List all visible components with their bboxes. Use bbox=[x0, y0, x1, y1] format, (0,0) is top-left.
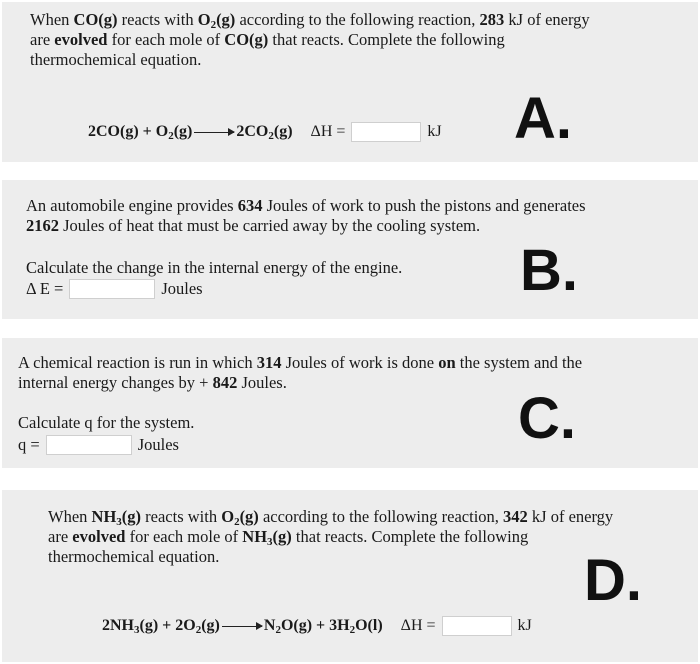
reaction-arrow-icon bbox=[222, 626, 262, 627]
subscript: 2 bbox=[195, 624, 202, 636]
text: are bbox=[30, 30, 55, 49]
unit-label: Joules bbox=[161, 279, 203, 298]
text: reacts with bbox=[141, 507, 222, 526]
text: (g) + 2O bbox=[139, 617, 196, 634]
work-value: 634 bbox=[237, 196, 263, 215]
text: according to the following reaction, bbox=[258, 507, 504, 526]
question-d-line-2 bbox=[48, 527, 688, 547]
text: kJ of energy bbox=[527, 507, 614, 526]
subscript: 2 bbox=[210, 19, 217, 31]
question-c-answer-row bbox=[18, 435, 179, 455]
text: O bbox=[197, 10, 211, 29]
q-label: q = bbox=[18, 435, 40, 454]
text: the system and the bbox=[455, 353, 583, 372]
text: according to the following reaction, bbox=[235, 10, 480, 29]
text: (g) bbox=[272, 527, 292, 546]
question-a-line-1 bbox=[30, 10, 690, 30]
question-a-equation bbox=[88, 122, 442, 142]
subscript: 3 bbox=[267, 536, 273, 548]
question-c-text bbox=[18, 353, 694, 393]
text: CO(g) bbox=[73, 10, 118, 29]
text: that reacts. Complete the following bbox=[268, 30, 505, 49]
energy-value: 842 bbox=[212, 373, 238, 392]
letter-a: A. bbox=[514, 86, 572, 151]
question-c-prompt: Calculate q for the system. bbox=[18, 413, 195, 432]
work-value: 314 bbox=[256, 353, 282, 372]
delta-h-label: ΔH = bbox=[400, 617, 436, 634]
text: When bbox=[30, 10, 74, 29]
text: CO(g) bbox=[224, 30, 269, 49]
question-b-line-1 bbox=[26, 196, 694, 216]
subscript: 2 bbox=[268, 130, 274, 142]
question-a-line-3: thermochemical equation. bbox=[30, 50, 202, 69]
text: NH bbox=[91, 507, 117, 526]
question-a-line-2 bbox=[30, 30, 690, 50]
unit-label: Joules bbox=[137, 435, 179, 454]
question-c-line-1 bbox=[18, 353, 694, 373]
q-input[interactable] bbox=[46, 435, 132, 455]
text: A chemical reaction is run in which bbox=[18, 353, 257, 372]
letter-d: D. bbox=[584, 548, 642, 613]
text: evolved bbox=[72, 527, 126, 546]
text: NH bbox=[242, 527, 268, 546]
reaction-arrow-icon bbox=[194, 132, 234, 133]
question-c-line-2 bbox=[18, 373, 694, 393]
delta-e-input[interactable] bbox=[69, 279, 155, 299]
text: When bbox=[48, 507, 92, 526]
energy-value: 342 bbox=[503, 507, 528, 526]
text: O bbox=[221, 507, 235, 526]
text: Joules of heat that must be carried away by the cooling system. bbox=[59, 216, 481, 235]
subscript: 2 bbox=[275, 624, 281, 636]
text: internal energy changes by + bbox=[18, 373, 213, 392]
text: O(l) bbox=[355, 617, 383, 634]
letter-c: C. bbox=[518, 386, 576, 451]
text: reacts with bbox=[117, 10, 198, 29]
delta-e-label: Δ E = bbox=[26, 279, 64, 298]
text: 2CO(g) + O bbox=[88, 123, 169, 140]
text: that reacts. Complete the following bbox=[291, 527, 529, 546]
text: 2CO bbox=[236, 123, 269, 140]
delta-h-label: ΔH = bbox=[310, 123, 346, 140]
text: on bbox=[438, 353, 456, 372]
subscript: 2 bbox=[349, 624, 356, 636]
question-b-answer-row bbox=[26, 279, 203, 299]
question-c-panel bbox=[2, 338, 698, 468]
text: (g) bbox=[273, 123, 293, 140]
text: (g) bbox=[239, 507, 259, 526]
text: for each mole of bbox=[107, 30, 225, 49]
delta-h-input[interactable] bbox=[351, 122, 421, 142]
energy-value: 283 bbox=[479, 10, 505, 29]
subscript: 3 bbox=[116, 516, 122, 528]
delta-h-input[interactable] bbox=[442, 616, 512, 636]
question-a-panel bbox=[2, 2, 698, 162]
text: (g) bbox=[173, 123, 193, 140]
text: O(g) + 3H bbox=[280, 617, 350, 634]
text: (g) bbox=[121, 507, 142, 526]
text: Joules of work to push the pistons and generates bbox=[262, 196, 586, 215]
heat-value: 2162 bbox=[26, 216, 59, 235]
text: (g) bbox=[201, 617, 220, 634]
text: Joules of work is done bbox=[281, 353, 439, 372]
subscript: 3 bbox=[134, 624, 140, 636]
text: for each mole of bbox=[125, 527, 243, 546]
question-a-text bbox=[30, 10, 690, 70]
text: N bbox=[263, 617, 276, 634]
text: An automobile engine provides bbox=[26, 196, 238, 215]
text: (g) bbox=[216, 10, 236, 29]
text: evolved bbox=[54, 30, 108, 49]
question-d-line-3: thermochemical equation. bbox=[48, 547, 220, 566]
question-b-prompt: Calculate the change in the internal energy of the engine. bbox=[26, 258, 403, 277]
letter-b: B. bbox=[520, 238, 578, 303]
text: Joules. bbox=[237, 373, 287, 392]
question-b-line-2 bbox=[26, 216, 694, 236]
text: 2NH bbox=[102, 617, 134, 634]
question-b-panel bbox=[2, 180, 698, 319]
text: are bbox=[48, 527, 73, 546]
text: kJ of energy bbox=[504, 10, 590, 29]
subscript: 2 bbox=[168, 130, 174, 142]
unit-label: kJ bbox=[517, 617, 532, 634]
subscript: 2 bbox=[234, 516, 240, 528]
question-d-equation bbox=[102, 616, 532, 636]
question-b-text bbox=[26, 196, 694, 236]
question-d-panel bbox=[2, 490, 698, 662]
unit-label: kJ bbox=[427, 123, 442, 140]
question-d-line-1 bbox=[48, 507, 688, 527]
